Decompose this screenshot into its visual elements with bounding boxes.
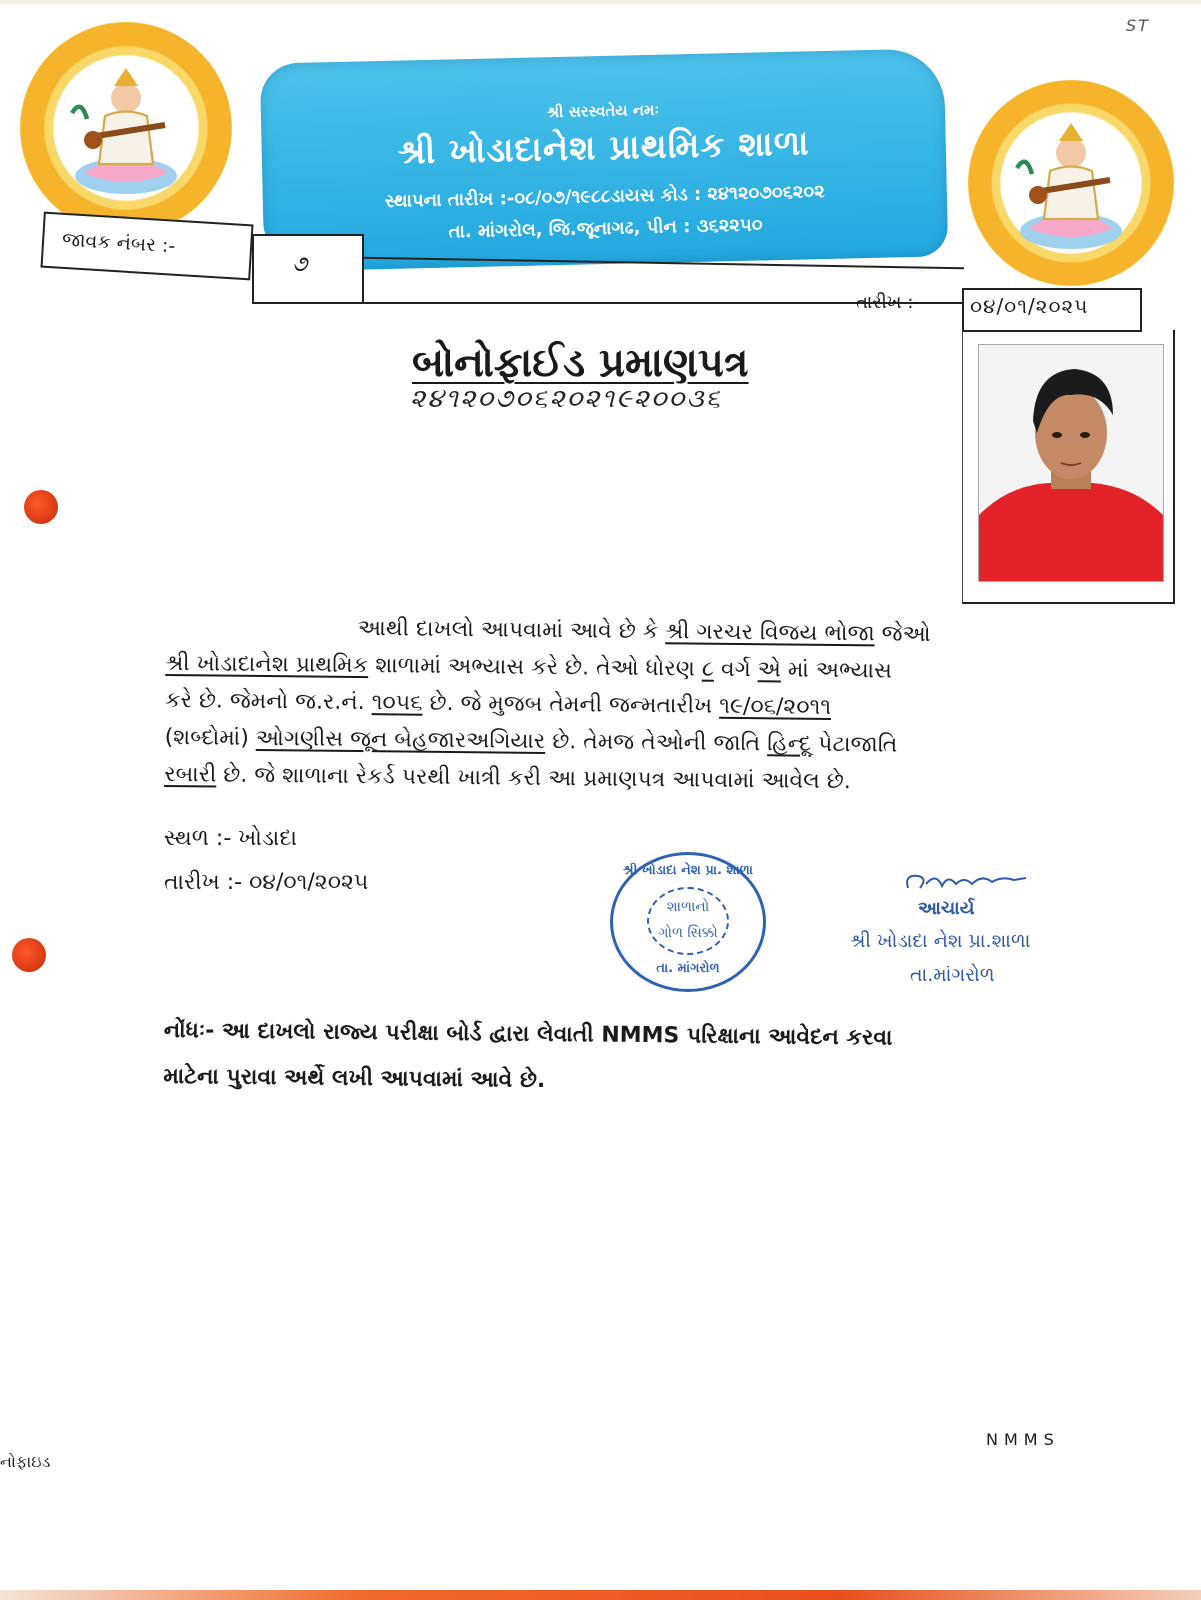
note-line: માટેના પુરાવા અર્થે લખી આપવામાં આવે છે. [163, 1063, 546, 1093]
note [163, 1008, 1104, 1110]
establishment-info: સ્થાપના તારીખ :-૦૮/૦૭/૧૯૮૮ડાયસ કોડ : ૨૪૧૨૦૭૦૬૨૦૨ [384, 181, 825, 212]
body-text: છે. તેમજ તેઓની જાતિ [552, 729, 761, 757]
punch-hole [12, 938, 46, 972]
seal-text: ગોળ સિક્કો [658, 925, 718, 941]
gr-number: ૧૦૫૬ [371, 690, 423, 716]
body-text: છે. જે શાળાના રેકર્ડ પરથી ખાત્રી કરી આ પ્રમાણપત્ર આપવામાં આવેલ છે. [223, 762, 851, 795]
corner-mark: ST [1126, 16, 1150, 35]
bottom-edge [0, 1590, 1201, 1600]
date-of-birth: ૧૯/૦૬/૨૦૧૧ [719, 693, 832, 720]
student-photo [978, 344, 1164, 582]
saraswati-emblem-icon [968, 80, 1174, 286]
body-text: કરે છે. જેમનો જ.ર.નં. [164, 687, 365, 716]
signatory-role: આચાર્ય [918, 898, 975, 919]
note-line: નોંધઃ- આ દાખલો રાજ્ય પરીક્ષા બોર્ડ દ્વારા લેવાતી NMMS પરિક્ષાના આવેદન કરવા [163, 1017, 893, 1051]
school-name: શ્રી ખોડાદાનેશ પ્રાથમિક શાળા [397, 123, 811, 173]
inward-number: ૭ [292, 252, 308, 277]
body-text: છે. જે મુજબ તેમની જન્મતારીખ [429, 690, 713, 719]
certificate-body [164, 608, 1106, 803]
date-value: ૦૪/૦૧/૨૦૨૫ [970, 294, 1089, 318]
dob-in-words: ઓગણીસ જૂન બેહજારઅગિયાર [255, 725, 546, 754]
date-label: તારીખ :- [856, 292, 920, 313]
signatory-school: શ્રી ખોડાદા નેશ પ્રા.શાળા [850, 930, 1031, 952]
body-text: વર્ગ [720, 656, 751, 683]
footer-left-text: નોફાઇડ [0, 1452, 51, 1471]
certificate-title: બોનોફાઈડ પ્રમાણપત્ર [412, 340, 749, 386]
division: એ [757, 657, 782, 683]
student-name: શ્રી ગરચર વિજય ભોજા [665, 619, 875, 647]
body-text: (શબ્દોમાં) [164, 724, 249, 751]
seal-ring-text: તા. માંગરોળ [656, 961, 720, 976]
place: સ્થળ :- ખોડાદા [164, 826, 298, 851]
seal-ring-text: શ્રી ખોડાદા નેશ પ્રા. શાળા [623, 863, 753, 878]
saraswati-emblem-icon [20, 22, 232, 234]
issue-date: તારીખ :- ૦૪/૦૧/૨૦૨૫ [164, 870, 369, 895]
top-edge [0, 0, 1201, 4]
signatory-taluka: તા.માંગરોળ [910, 964, 995, 986]
school-seal-stamp [610, 852, 766, 992]
school-address: તા. માંગરોલ, જિ.જૂનાગઢ, પીન : ૩૬૨૨૫૦ [448, 214, 763, 243]
body-text: આથી દાખલો આપવામાં આવે છે કે [357, 616, 659, 645]
footer-label: NMMS [986, 1430, 1060, 1449]
seal-text: શાળાનો [666, 899, 710, 915]
seal-inner-ring [647, 887, 729, 955]
caste: હિન્દૂ [767, 731, 812, 757]
sub-caste: રબારી [164, 761, 217, 788]
body-text: પેટાજાતિ [817, 731, 898, 758]
inward-number-box [252, 234, 364, 304]
body-text: માં અભ્યાસ [787, 657, 893, 684]
motto: શ્રી સરસ્વતેય નમઃ [546, 100, 660, 122]
inward-label: જાવક નંબર :- [61, 228, 176, 258]
signature [902, 866, 1032, 896]
school-name-ref: શ્રી ખોડાદાનેશ પ્રાથમિક [165, 650, 369, 679]
body-text: જેઓ [881, 621, 931, 648]
body-text: શાળામાં અભ્યાસ કરે છે. તેઓ ધોરણ [375, 653, 695, 682]
punch-hole [24, 490, 58, 524]
standard: ૮ [701, 656, 715, 682]
certificate-number: ૨૪૧૨૦૭૦૬૨૦૨૧૯૨૦૦૩૬ [410, 384, 723, 414]
